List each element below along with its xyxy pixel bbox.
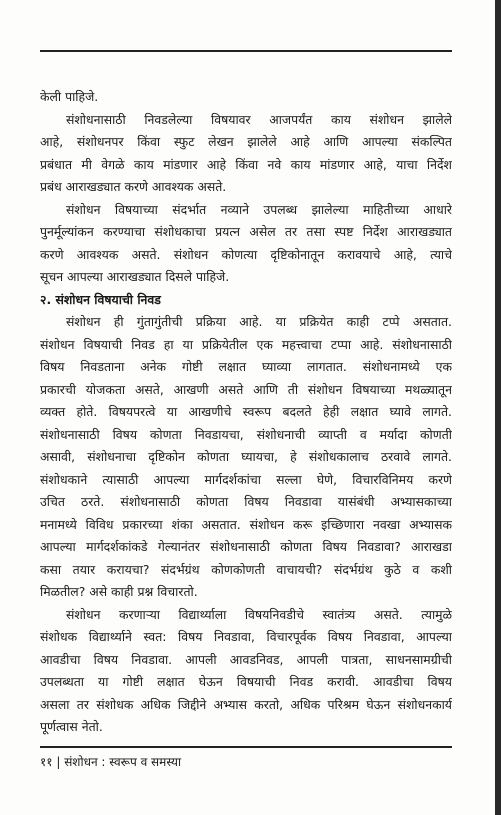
section-heading: २. संशोधन विषयाची निवड xyxy=(40,291,161,307)
text-line: प्रबंध आराखड्यात करणे आवश्यक असते. xyxy=(40,179,227,194)
footer-separator: | xyxy=(56,755,61,769)
body-text xyxy=(40,86,452,739)
text-line: मनामध्ये विविध प्रकारच्या शंका असतात. संशोधन करू इच्छिणारा नवखा अभ्यासक xyxy=(40,516,452,532)
text-line: उचित ठरते. संशोधनासाठी कोणता विषय निवडावा यासंबंधी अभ्यासकाच्या xyxy=(40,494,452,509)
text-line: आवडीचा विषय निवडावा. आपली आवडनिवड, आपली पात्रता, साधनसामग्रीची xyxy=(40,651,452,667)
text-line: व्यक्त होते. विषयपरत्वे या आखणीचे स्वरूप बदलते हेही लक्षात घ्यावे लागते. xyxy=(40,404,452,419)
top-rule xyxy=(40,50,452,52)
page-footer xyxy=(40,753,181,771)
text-line: सूचन आपल्या आराखड्यात दिसले पाहिजे. xyxy=(40,269,230,284)
text-line: संशोधन विषयाच्या संदर्भात नव्याने उपलब्ध झालेल्या माहितीच्या आधारे xyxy=(66,201,452,217)
text-line: असावी, संशोधनाचा दृष्टिकोन कोणता घ्यायचा, हे संशोधकालाच ठरवावे लागते. xyxy=(40,449,452,464)
text-line: प्रबंधात मी वेगळे काय मांडणार आहे किंवा नवे काय मांडणार आहे, याचा निर्देश xyxy=(40,156,452,172)
text-line: संशोधनासाठी निवडलेल्या विषयावर आजपर्यंत काय संशोधन झालेले xyxy=(66,111,452,127)
running-title: संशोधन : स्वरूप व समस्या xyxy=(64,755,182,769)
text-line: विषय निवडताना अनेक गोष्टी लक्षात घ्याव्या लागतात. संशोधनामध्ये एक xyxy=(40,359,452,374)
text-line: केली पाहिजे. xyxy=(40,89,99,104)
text-line: पुनर्मूल्यांकन करण्याचा संशोधकाचा प्रयत्न असेल तर तसा स्पष्ट निर्देश आराखड्यात xyxy=(40,224,452,239)
text-line: आपल्या मार्गदर्शकांकडे गेल्यानंतर संशोधनासाठी कोणता विषय निवडावा? आराखडा xyxy=(40,539,452,554)
text-line: संशोधकाने त्यासाठी आपल्या मार्गदर्शकांचा सल्ला घेणे, विचारविनिमय करणे xyxy=(40,471,452,487)
text-line: संशोधक विद्यार्थ्याने स्वत: विषय निवडावा, विचारपूर्वक विषय निवडावा, आपल्या xyxy=(40,629,452,644)
text-line: संशोधनासाठी विषय कोणता निवडायचा, संशोधनाची व्याप्ती व मर्यादा कोणती xyxy=(40,426,452,442)
text-line: आहे, संशोधनपर किंवा स्फुट लेखन झालेले आहे आणि आपल्या संकल्पित xyxy=(40,134,452,149)
text-line: कसा तयार करायचा? संदर्भग्रंथ कोणकोणती वाचायची? संदर्भग्रंथ कुठे व कशी xyxy=(40,561,452,577)
text-line: मिळतील? असे काही प्रश्न विचारतो. xyxy=(40,584,198,599)
text-line: संशोधन करणाऱ्या विद्यार्थ्याला विषयनिवडीचे स्वातंत्र्य असते. त्यामुळे xyxy=(66,606,452,622)
text-line: उपलब्धता या गोष्टी लक्षात घेऊन विषयाची निवड करावी. आवडीचा विषय xyxy=(40,674,452,689)
page-number: ११ xyxy=(40,755,53,769)
text-line: असला तर संशोधक अधिक जिद्दीने अभ्यास करतो, अधिक परिश्रम घेऊन संशोधनकार्य xyxy=(40,696,452,712)
text-line: प्रकारची योजकता असते, आखणी असते आणि ती संशोधन विषयाच्या मथळ्यातून xyxy=(40,381,452,397)
bottom-rule xyxy=(40,746,452,748)
text-line: संशोधन ही गुंतागुंतीची प्रक्रिया आहे. या प्रक्रियेत काही टप्पे असतात. xyxy=(66,314,452,329)
text-line: पूर्णत्वास नेतो. xyxy=(40,719,103,734)
text-line: करणे आवश्यक असते. संशोधन कोणत्या दृष्टिकोनातून करावयाचे आहे, त्याचे xyxy=(40,246,452,262)
text-line: संशोधन विषयाची निवड हा या प्रक्रियेतील एक महत्त्वाचा टप्पा आहे. संशोधनासाठी xyxy=(40,336,452,352)
